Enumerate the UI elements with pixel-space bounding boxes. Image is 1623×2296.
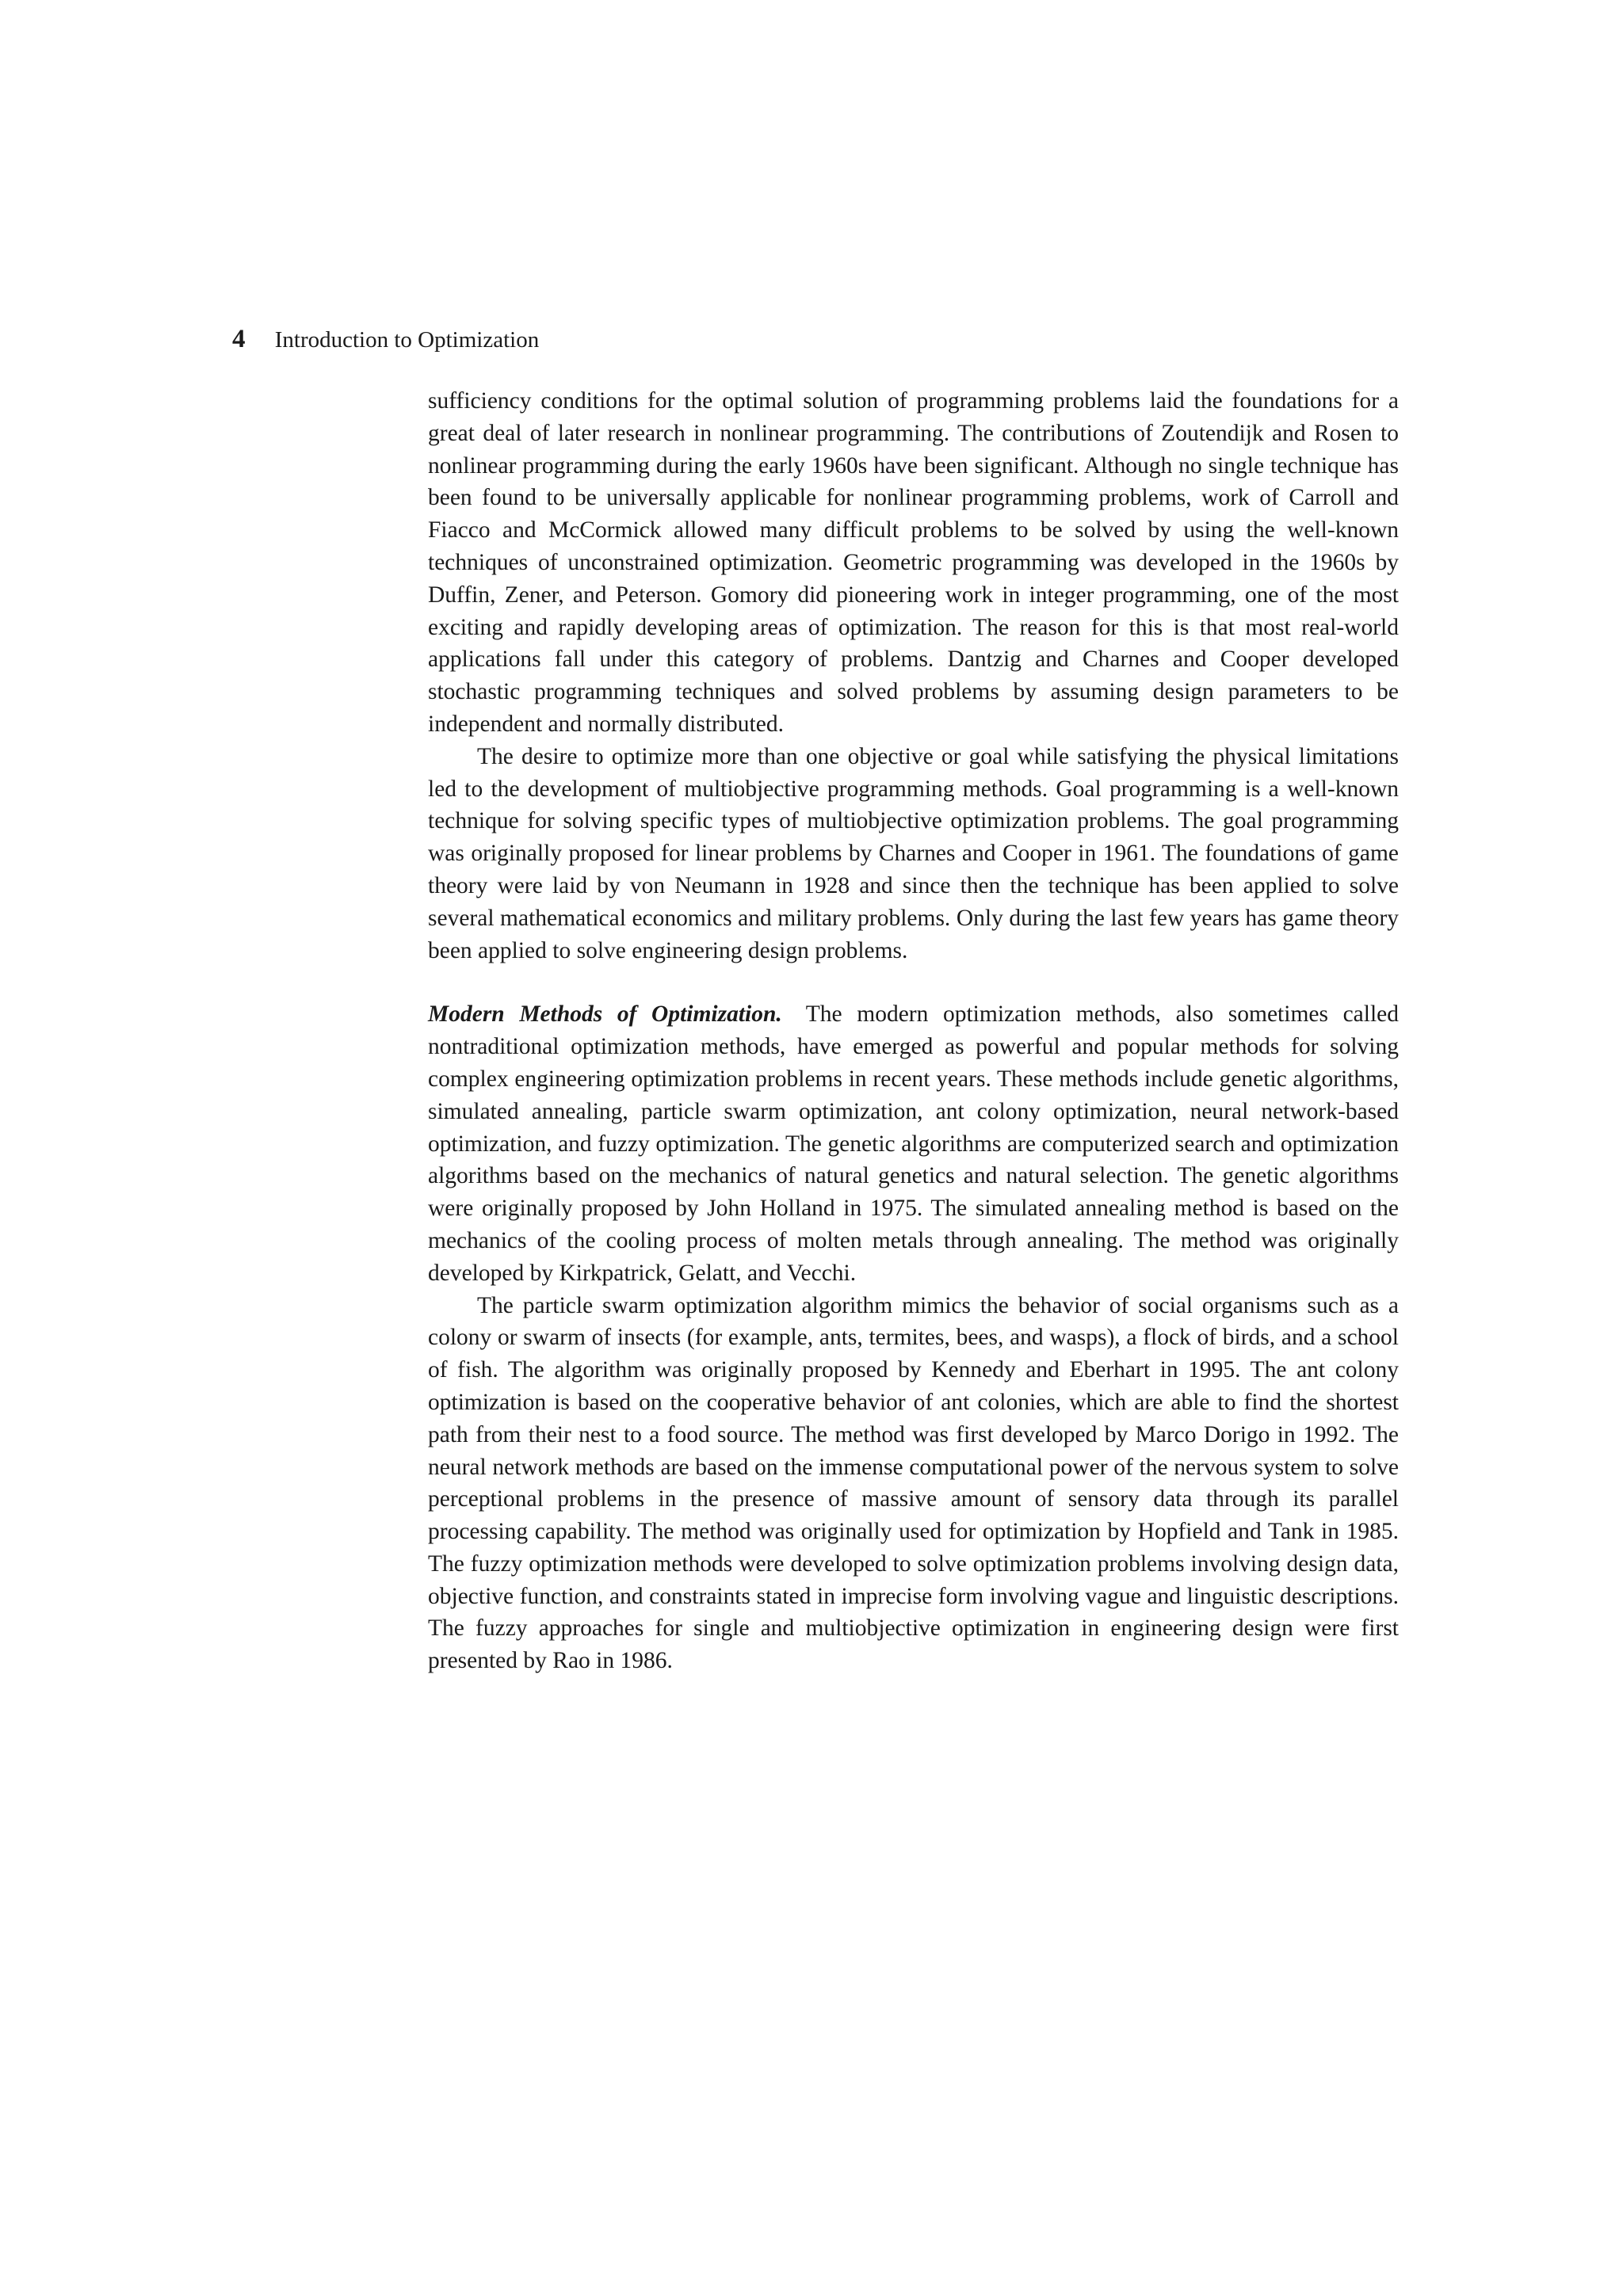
section-heading: Modern Methods of Optimization. (428, 1001, 782, 1028)
paragraph-modern-methods (428, 998, 1399, 1289)
paragraph-multiobjective: The desire to optimize more than one objective or goal while satisfying the physical limitations led to the development of multiobjective programming methods. Goal programming is a well-known technique for solving specific types of multiobjective optimization problems. The goal programming was originally proposed for linear problems by Charnes and Cooper in 1961. The foundations of game theory were laid by von Neumann in 1928 and since then the technique has been applied to solve several mathematical economics and military problems. Only during the last few years has game theory been applied to solve engineering design problems. (428, 743, 1399, 963)
paragraph-continuation: sufficiency conditions for the optimal solution of programming problems laid the foundations for a great deal of later research in nonlinear programming. The contributions of Zoutendijk and Rosen to nonlinear programming during the early 1960s have been significant. Although no single technique has been found to be universally applicable for nonlinear programming problems, work of Carroll and Fiacco and McCormick allowed many difficult problems to be solved by using the well-known techniques of unconstrained optimization. Geometric programming was developed in the 1960s by Duffin, Zener, and Peterson. Gomory did pioneering work in integer programming, one of the most exciting and rapidly developing areas of optimization. The reason for this is that most real-world applications fall under this category of problems. Dantzig and Charnes and Cooper developed stochastic programming techniques and solved problems by assuming design parameters to be independent and normally distributed. (428, 388, 1399, 737)
running-title: Introduction to Optimization (274, 327, 540, 353)
body-text (428, 385, 1399, 1677)
paragraph-particle-swarm: The particle swarm optimization algorithm mimics the behavior of social organisms such as a colony or swarm of insects (for example, ants, termites, bees, and wasps), a flock of birds, and a school of fish. The algorithm was originally proposed by Kennedy and Eberhart in 1995. The ant colony optimization is based on the cooperative behavior of ant colonies, which are able to find the shortest path from their nest to a food source. The method was first developed by Marco Dorigo in 1992. The neural network methods are based on the immense computational power of the nervous system to solve perceptional problems in the presence of massive amount of sensory data through its parallel processing capability. The method was originally used for optimization by Hopfield and Tank in 1985. The fuzzy optimization methods were developed to solve optimization problems involving design data, objective function, and constraints stated in imprecise form involving vague and linguistic descriptions. The fuzzy approaches for single and multiobjective optimization in engineering design were first presented by Rao in 1986. (428, 1292, 1399, 1674)
running-head (232, 323, 539, 356)
paragraph-modern-methods-text: The modern optimization methods, also sometimes called nontraditional optimization methods, have emerged as powerful and popular methods for solving complex engineering optimization problems in recent years. These methods include genetic algorithms, simulated annealing, particle swarm optimization, ant colony optimization, neural network-based optimization, and fuzzy optimization. The genetic algorithms are computerized search and optimization algorithms based on the mechanics of natural genetics and natural selection. The genetic algorithms were originally proposed by John Holland in 1975. The simulated annealing method is based on the mechanics of the cooling process of molten metals through annealing. The method was originally developed by Kirkpatrick, Gelatt, and Vecchi. (428, 1001, 1400, 1286)
page-number: 4 (232, 325, 246, 353)
